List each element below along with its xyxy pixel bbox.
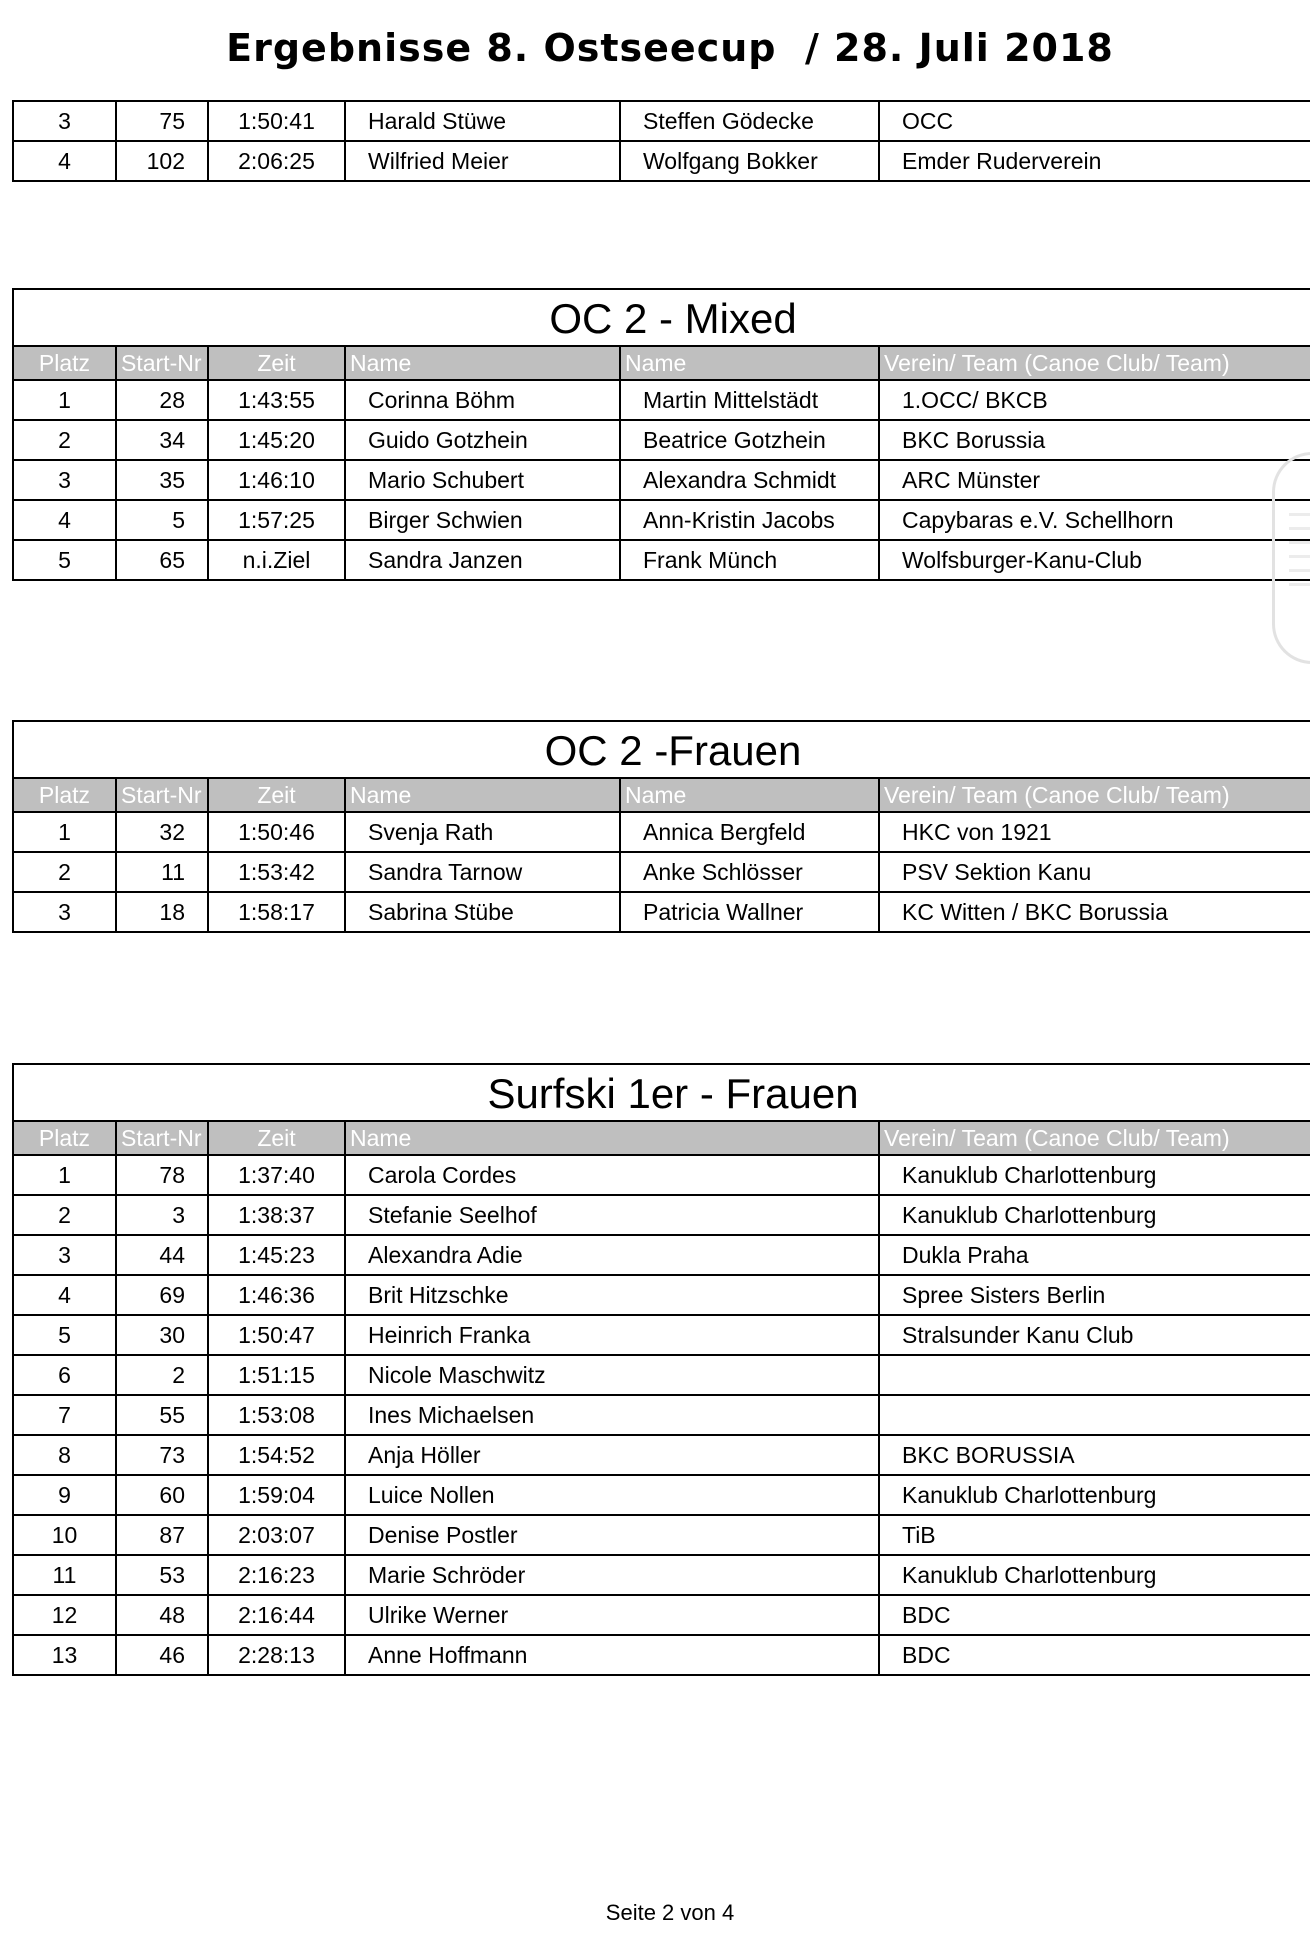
- partner-name-cell: Anke Schlösser: [620, 852, 879, 892]
- header-name-2: Name: [620, 346, 879, 380]
- verein-cell: Kanuklub Charlottenburg: [879, 1195, 1310, 1235]
- zeit-cell: 1:50:46: [208, 812, 345, 852]
- platz-cell: 1: [13, 812, 116, 852]
- zeit-cell: 2:28:13: [208, 1635, 345, 1675]
- platz-cell: 13: [13, 1635, 116, 1675]
- platz-cell: 12: [13, 1595, 116, 1635]
- verein-cell: Stralsunder Kanu Club: [879, 1315, 1310, 1355]
- start-nr-cell: 69: [116, 1275, 208, 1315]
- start-nr-cell: 73: [116, 1435, 208, 1475]
- platz-cell: 5: [13, 540, 116, 580]
- table-header-row: [13, 1121, 1310, 1155]
- platz-cell: 2: [13, 852, 116, 892]
- name-cell: Stefanie Seelhof: [345, 1195, 879, 1235]
- partner-name-cell: Patricia Wallner: [620, 892, 879, 932]
- table-row: [13, 500, 1310, 540]
- table-row: [13, 1275, 1310, 1315]
- name-cell: Harald Stüwe: [345, 101, 620, 141]
- start-nr-cell: 75: [116, 101, 208, 141]
- start-nr-cell: 28: [116, 380, 208, 420]
- platz-cell: 1: [13, 380, 116, 420]
- start-nr-cell: 11: [116, 852, 208, 892]
- platz-cell: 2: [13, 420, 116, 460]
- name-cell: Anne Hoffmann: [345, 1635, 879, 1675]
- verein-cell: BDC: [879, 1635, 1310, 1675]
- zeit-cell: 1:59:04: [208, 1475, 345, 1515]
- header-name: Name: [345, 778, 620, 812]
- start-nr-cell: 3: [116, 1195, 208, 1235]
- verein-cell: 1.OCC/ BKCB: [879, 380, 1310, 420]
- verein-cell: BKC BORUSSIA: [879, 1435, 1310, 1475]
- page-footer: Seite 2 von 4: [605, 1900, 735, 1925]
- header-platz: Platz: [13, 346, 116, 380]
- verein-cell: Kanuklub Charlottenburg: [879, 1155, 1310, 1195]
- start-nr-cell: 30: [116, 1315, 208, 1355]
- platz-cell: 5: [13, 1315, 116, 1355]
- table-row: [13, 1235, 1310, 1275]
- verein-cell: Kanuklub Charlottenburg: [879, 1475, 1310, 1515]
- start-nr-cell: 65: [116, 540, 208, 580]
- start-nr-cell: 46: [116, 1635, 208, 1675]
- start-nr-cell: 5: [116, 500, 208, 540]
- verein-cell: Emder Ruderverein: [879, 141, 1310, 181]
- table-row: [13, 1195, 1310, 1235]
- zeit-cell: 1:53:42: [208, 852, 345, 892]
- start-nr-cell: 87: [116, 1515, 208, 1555]
- start-nr-cell: 78: [116, 1155, 208, 1195]
- zeit-cell: 2:16:44: [208, 1595, 345, 1635]
- partner-name-cell: Beatrice Gotzhein: [620, 420, 879, 460]
- verein-cell: Wolfsburger-Kanu-Club: [879, 540, 1310, 580]
- start-nr-cell: 35: [116, 460, 208, 500]
- name-cell: Carola Cordes: [345, 1155, 879, 1195]
- platz-cell: 9: [13, 1475, 116, 1515]
- header-platz: Platz: [13, 778, 116, 812]
- header-start-nr: Start-Nr: [116, 778, 208, 812]
- table-row: [13, 141, 1310, 181]
- table-row: [13, 852, 1310, 892]
- section-title: OC 2 -Frauen: [13, 721, 1310, 778]
- verein-cell: Kanuklub Charlottenburg: [879, 1555, 1310, 1595]
- partner-name-cell: Alexandra Schmidt: [620, 460, 879, 500]
- table-row: [13, 892, 1310, 932]
- start-nr-cell: 34: [116, 420, 208, 460]
- start-nr-cell: 60: [116, 1475, 208, 1515]
- name-cell: Ulrike Werner: [345, 1595, 879, 1635]
- section-title: OC 2 - Mixed: [13, 289, 1310, 346]
- table-header-row: [13, 346, 1310, 380]
- section-title: Surfski 1er - Frauen: [13, 1064, 1310, 1121]
- name-cell: Sabrina Stübe: [345, 892, 620, 932]
- table-row: [13, 1515, 1310, 1555]
- zeit-cell: 1:54:52: [208, 1435, 345, 1475]
- partner-name-cell: Wolfgang Bokker: [620, 141, 879, 181]
- header-verein: Verein/ Team (Canoe Club/ Team): [879, 346, 1310, 380]
- name-cell: Nicole Maschwitz: [345, 1355, 879, 1395]
- platz-cell: 1: [13, 1155, 116, 1195]
- start-nr-cell: 102: [116, 141, 208, 181]
- header-platz: Platz: [13, 1121, 116, 1155]
- name-cell: Brit Hitzschke: [345, 1275, 879, 1315]
- table-row: [13, 812, 1310, 852]
- table-row: [13, 460, 1310, 500]
- verein-cell: HKC von 1921: [879, 812, 1310, 852]
- table-row: [13, 1395, 1310, 1435]
- platz-cell: 8: [13, 1435, 116, 1475]
- name-cell: Corinna Böhm: [345, 380, 620, 420]
- platz-cell: 4: [13, 141, 116, 181]
- partner-name-cell: Frank Münch: [620, 540, 879, 580]
- table-row: [13, 1595, 1310, 1635]
- table-row: [13, 1555, 1310, 1595]
- header-verein: Verein/ Team (Canoe Club/ Team): [879, 1121, 1310, 1155]
- platz-cell: 11: [13, 1555, 116, 1595]
- zeit-cell: 1:38:37: [208, 1195, 345, 1235]
- table-row: [13, 380, 1310, 420]
- start-nr-cell: 53: [116, 1555, 208, 1595]
- header-zeit: Zeit: [208, 1121, 345, 1155]
- verein-cell: ARC Münster: [879, 460, 1310, 500]
- name-cell: Ines Michaelsen: [345, 1395, 879, 1435]
- zeit-cell: 1:57:25: [208, 500, 345, 540]
- platz-cell: 3: [13, 1235, 116, 1275]
- platz-cell: 2: [13, 1195, 116, 1235]
- start-nr-cell: 18: [116, 892, 208, 932]
- name-cell: Alexandra Adie: [345, 1235, 879, 1275]
- zeit-cell: 1:46:36: [208, 1275, 345, 1315]
- header-zeit: Zeit: [208, 346, 345, 380]
- name-cell: Guido Gotzhein: [345, 420, 620, 460]
- zeit-cell: 1:43:55: [208, 380, 345, 420]
- verein-cell: Spree Sisters Berlin: [879, 1275, 1310, 1315]
- verein-cell: Capybaras e.V. Schellhorn: [879, 500, 1310, 540]
- zeit-cell: 2:16:23: [208, 1555, 345, 1595]
- watermark-emblem: [1272, 452, 1310, 664]
- partner-name-cell: Ann-Kristin Jacobs: [620, 500, 879, 540]
- results-table-oc2-mixed: [12, 288, 1310, 581]
- platz-cell: 3: [13, 460, 116, 500]
- start-nr-cell: 2: [116, 1355, 208, 1395]
- zeit-cell: 2:06:25: [208, 141, 345, 181]
- table-row: [13, 1435, 1310, 1475]
- verein-cell: [879, 1395, 1310, 1435]
- start-nr-cell: 48: [116, 1595, 208, 1635]
- zeit-cell: 1:53:08: [208, 1395, 345, 1435]
- table-row: [13, 1475, 1310, 1515]
- table-row: [13, 540, 1310, 580]
- zeit-cell: 1:45:23: [208, 1235, 345, 1275]
- verein-cell: BDC: [879, 1595, 1310, 1635]
- name-cell: Anja Höller: [345, 1435, 879, 1475]
- header-start-nr: Start-Nr: [116, 346, 208, 380]
- verein-cell: [879, 1355, 1310, 1395]
- name-cell: Luice Nollen: [345, 1475, 879, 1515]
- platz-cell: 7: [13, 1395, 116, 1435]
- table-row: [13, 1315, 1310, 1355]
- verein-cell: PSV Sektion Kanu: [879, 852, 1310, 892]
- platz-cell: 10: [13, 1515, 116, 1555]
- name-cell: Sandra Janzen: [345, 540, 620, 580]
- zeit-cell: 1:46:10: [208, 460, 345, 500]
- name-cell: Svenja Rath: [345, 812, 620, 852]
- zeit-cell: 1:58:17: [208, 892, 345, 932]
- zeit-cell: n.i.Ziel: [208, 540, 345, 580]
- verein-cell: OCC: [879, 101, 1310, 141]
- start-nr-cell: 32: [116, 812, 208, 852]
- header-name-2: Name: [620, 778, 879, 812]
- header-start-nr: Start-Nr: [116, 1121, 208, 1155]
- name-cell: Marie Schröder: [345, 1555, 879, 1595]
- name-cell: Denise Postler: [345, 1515, 879, 1555]
- header-verein: Verein/ Team (Canoe Club/ Team): [879, 778, 1310, 812]
- results-table-continued: [12, 100, 1310, 182]
- table-row: [13, 1355, 1310, 1395]
- partner-name-cell: Steffen Gödecke: [620, 101, 879, 141]
- platz-cell: 6: [13, 1355, 116, 1395]
- platz-cell: 3: [13, 892, 116, 932]
- verein-cell: BKC Borussia: [879, 420, 1310, 460]
- header-name: Name: [345, 346, 620, 380]
- zeit-cell: 1:50:41: [208, 101, 345, 141]
- zeit-cell: 1:37:40: [208, 1155, 345, 1195]
- platz-cell: 4: [13, 500, 116, 540]
- verein-cell: Dukla Praha: [879, 1235, 1310, 1275]
- partner-name-cell: Annica Bergfeld: [620, 812, 879, 852]
- table-row: [13, 420, 1310, 460]
- verein-cell: KC Witten / BKC Borussia: [879, 892, 1310, 932]
- header-name: Name: [345, 1121, 879, 1155]
- table-row: [13, 1635, 1310, 1675]
- partner-name-cell: Martin Mittelstädt: [620, 380, 879, 420]
- platz-cell: 3: [13, 101, 116, 141]
- name-cell: Heinrich Franka: [345, 1315, 879, 1355]
- table-row: [13, 1155, 1310, 1195]
- name-cell: Wilfried Meier: [345, 141, 620, 181]
- results-table-oc2-frauen: [12, 720, 1310, 933]
- verein-cell: TiB: [879, 1515, 1310, 1555]
- table-header-row: [13, 778, 1310, 812]
- zeit-cell: 1:50:47: [208, 1315, 345, 1355]
- start-nr-cell: 44: [116, 1235, 208, 1275]
- platz-cell: 4: [13, 1275, 116, 1315]
- name-cell: Birger Schwien: [345, 500, 620, 540]
- zeit-cell: 2:03:07: [208, 1515, 345, 1555]
- name-cell: Mario Schubert: [345, 460, 620, 500]
- name-cell: Sandra Tarnow: [345, 852, 620, 892]
- zeit-cell: 1:45:20: [208, 420, 345, 460]
- header-zeit: Zeit: [208, 778, 345, 812]
- start-nr-cell: 55: [116, 1395, 208, 1435]
- page-title: Ergebnisse 8. Ostseecup / 28. Juli 2018: [226, 26, 1114, 70]
- results-table-surfski-frauen: [12, 1063, 1310, 1676]
- table-row: [13, 101, 1310, 141]
- zeit-cell: 1:51:15: [208, 1355, 345, 1395]
